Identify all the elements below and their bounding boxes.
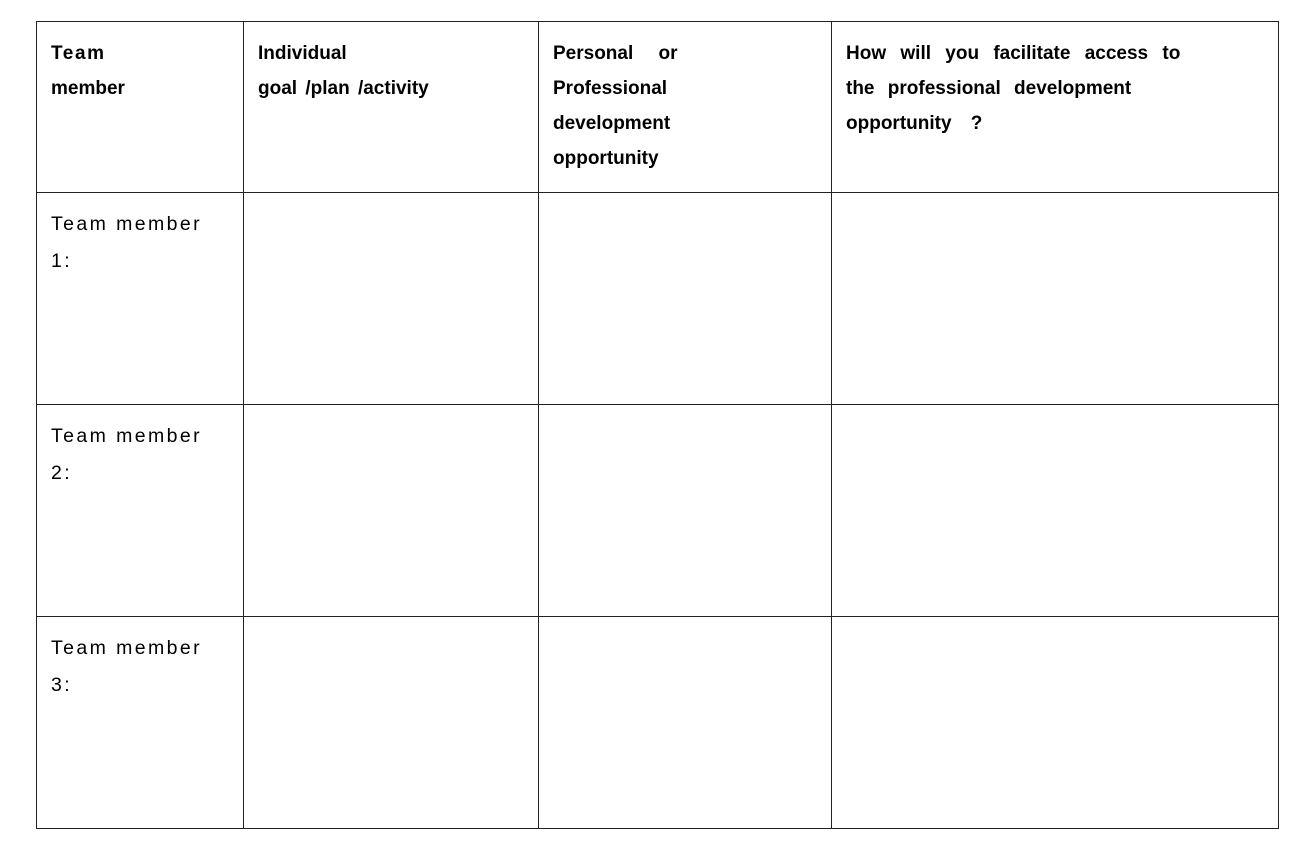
header-facilitate-access-line-3: opportunity ? xyxy=(846,113,983,134)
team-member-label: Team member xyxy=(51,425,203,447)
access-cell[interactable] xyxy=(832,405,1279,617)
goal-cell[interactable] xyxy=(244,405,539,617)
team-member-number: 3: xyxy=(51,674,73,696)
team-member-number: 2: xyxy=(51,462,73,484)
header-development-opportunity-line-3: development xyxy=(553,113,671,134)
header-facilitate-access-line-1: How will you facilitate access to xyxy=(846,43,1181,64)
header-individual-goal xyxy=(244,22,539,193)
team-member-label-cell xyxy=(37,193,244,405)
team-member-label: Team member xyxy=(51,637,203,659)
header-row xyxy=(37,22,1279,193)
header-facilitate-access xyxy=(832,22,1279,193)
header-individual-goal-line-1: Individual xyxy=(258,43,347,64)
header-team-member-line-2: member xyxy=(51,78,125,99)
header-development-opportunity xyxy=(539,22,832,193)
team-member-label-cell xyxy=(37,405,244,617)
header-development-opportunity-line-2: Professional xyxy=(553,78,668,99)
team-member-label: Team member xyxy=(51,213,203,235)
table-row xyxy=(37,405,1279,617)
header-team-member xyxy=(37,22,244,193)
opportunity-cell[interactable] xyxy=(539,193,832,405)
table-row xyxy=(37,193,1279,405)
header-team-member-line-1: Team xyxy=(51,43,106,64)
header-individual-goal-line-2: goal /plan /activity xyxy=(258,78,429,99)
opportunity-cell[interactable] xyxy=(539,405,832,617)
goal-cell[interactable] xyxy=(244,617,539,829)
header-facilitate-access-line-2: the professional development xyxy=(846,78,1132,99)
goal-cell[interactable] xyxy=(244,193,539,405)
opportunity-cell[interactable] xyxy=(539,617,832,829)
development-plan-table xyxy=(36,21,1279,829)
team-member-label-cell xyxy=(37,617,244,829)
table-row xyxy=(37,617,1279,829)
team-member-number: 1: xyxy=(51,250,73,272)
access-cell[interactable] xyxy=(832,193,1279,405)
header-development-opportunity-line-4: opportunity xyxy=(553,148,659,169)
header-development-opportunity-line-1: Personal or xyxy=(553,43,678,64)
access-cell[interactable] xyxy=(832,617,1279,829)
